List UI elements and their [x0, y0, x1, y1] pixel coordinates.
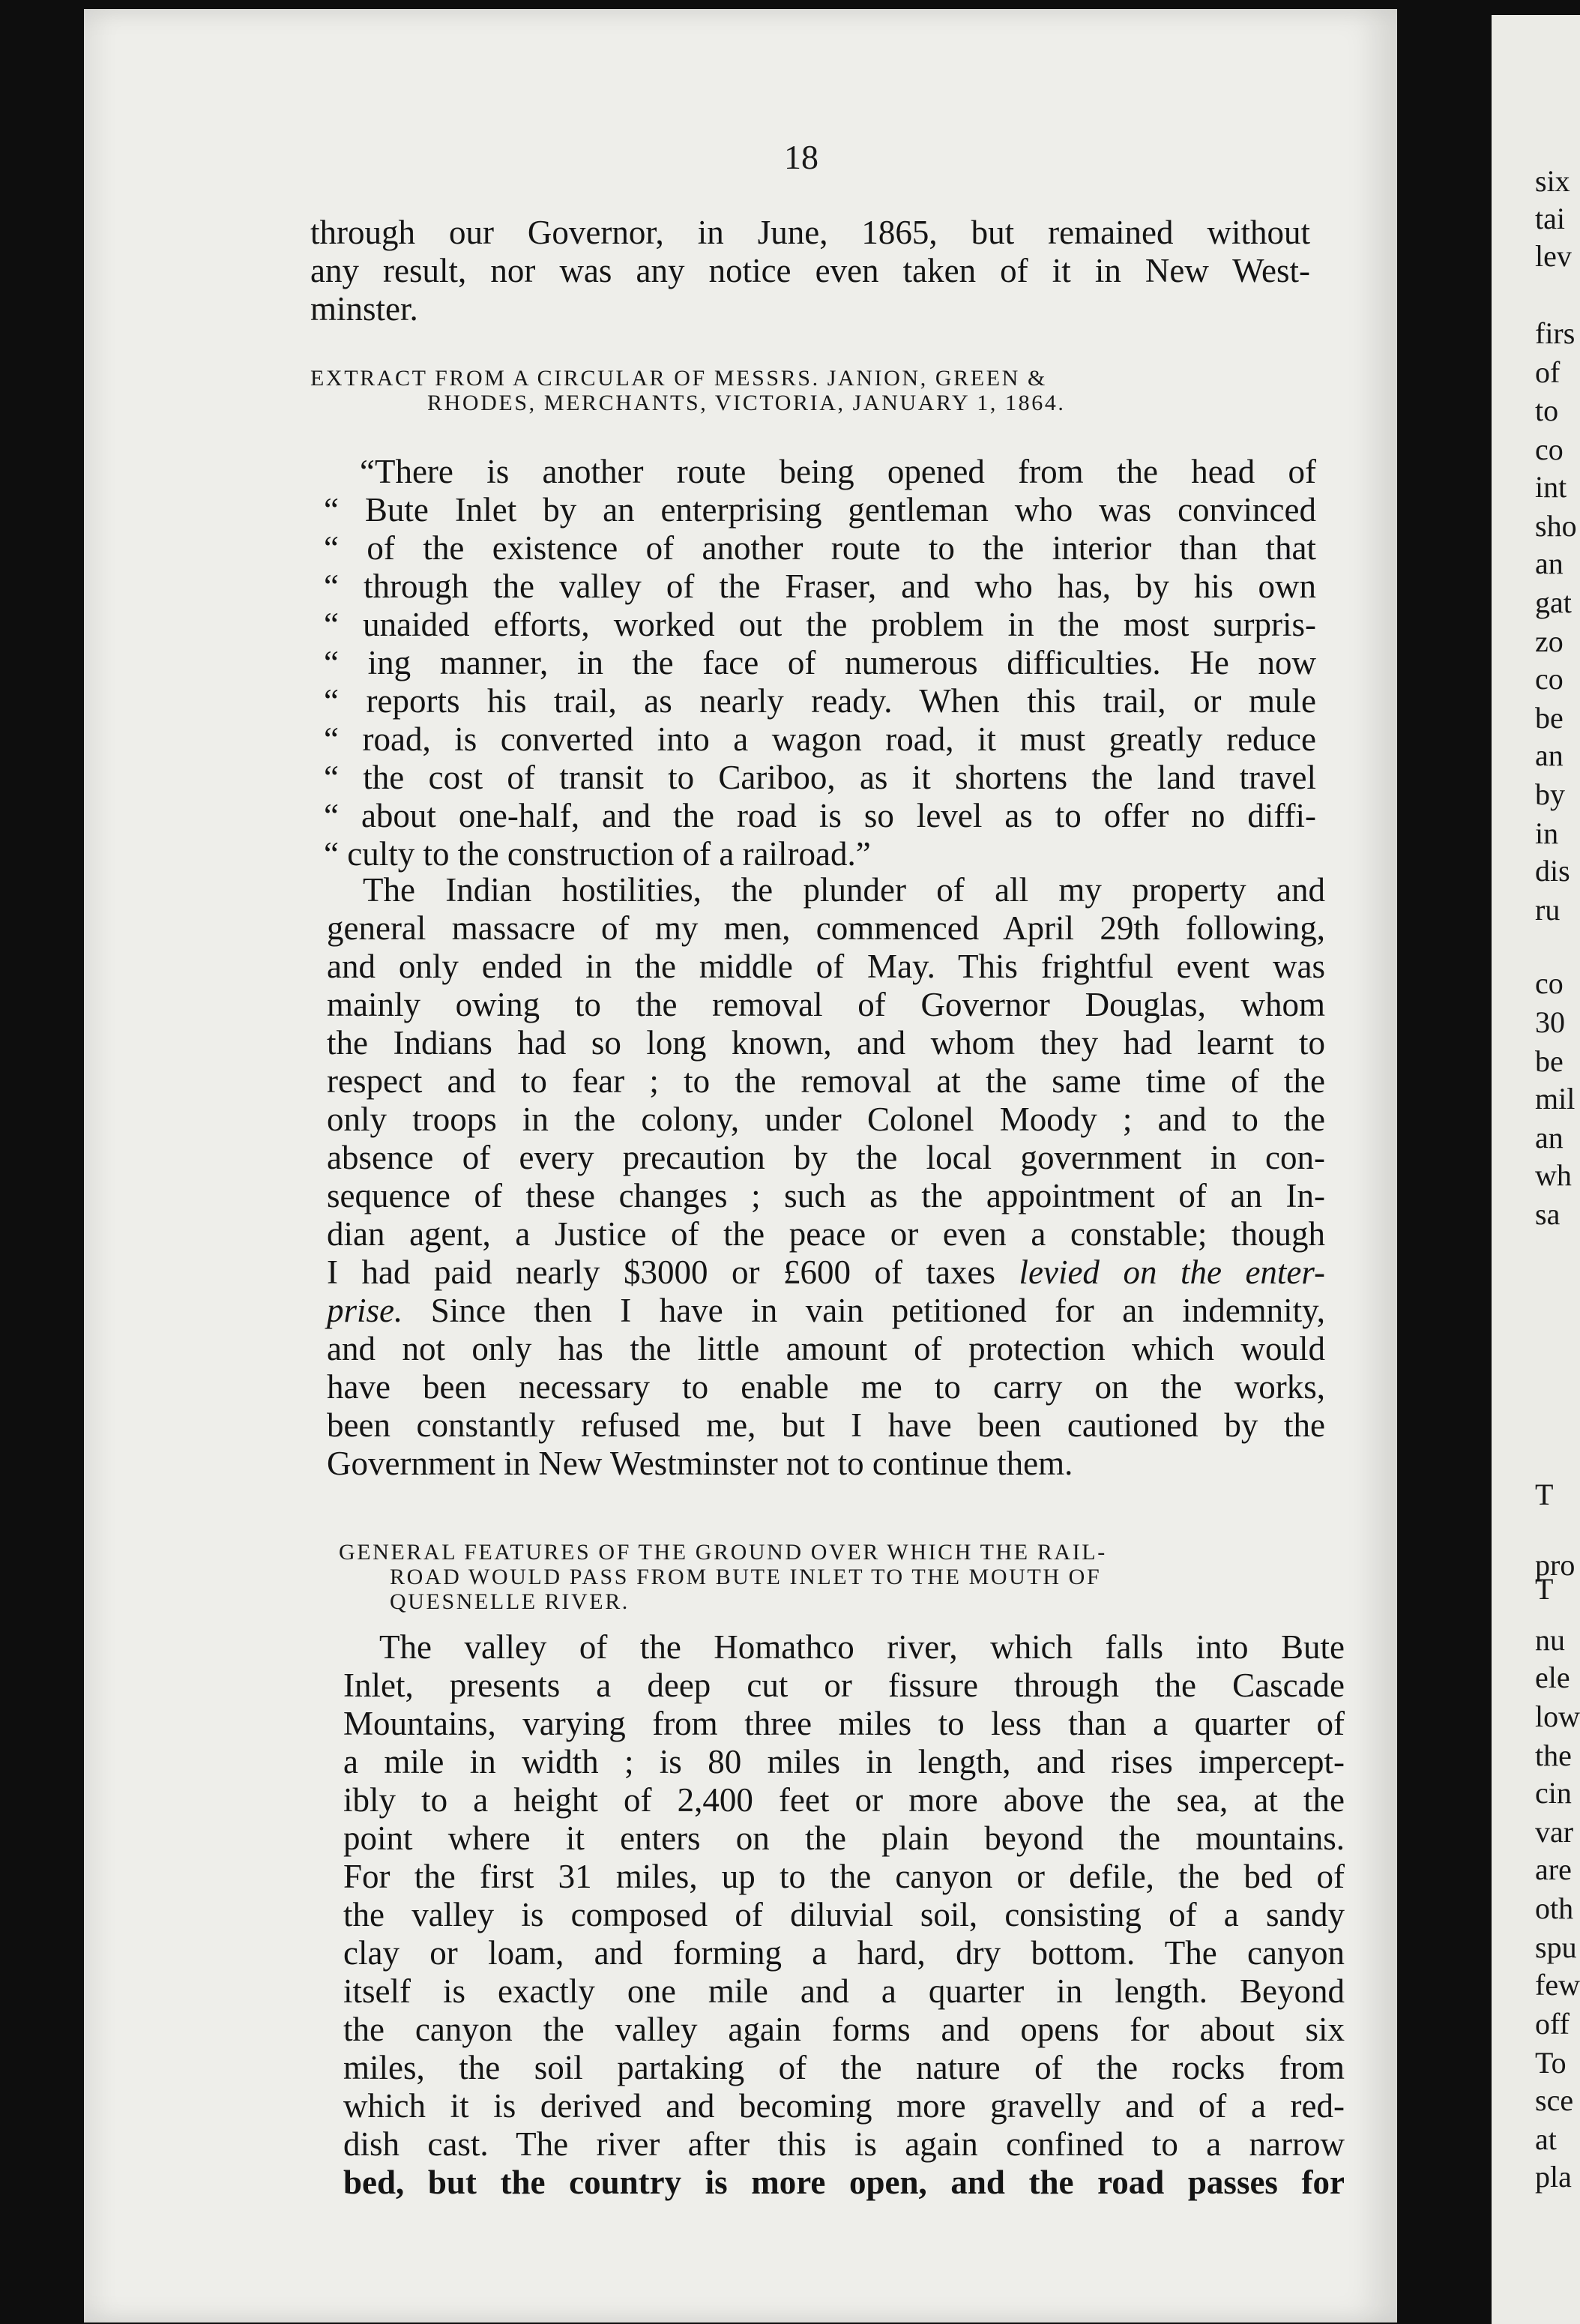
text-line: and only ended in the middle of May. This frightful event was — [327, 948, 1325, 985]
text-line: Inlet, presents a deep cut or fissure through the Cascade — [343, 1667, 1345, 1704]
heading-line: GENERAL FEATURES OF THE GROUND OVER WHICH THE RAIL- — [339, 1540, 1107, 1565]
facing-page-fragment: dis — [1535, 854, 1570, 888]
text-line: mainly owing to the removal of Governor Douglas, whom — [327, 986, 1325, 1023]
facing-page-fragment: be — [1535, 1044, 1564, 1078]
facing-page-fragment: ele — [1535, 1661, 1570, 1694]
quote-line: “ road, is converted into a wagon road, it must greatly reduce — [324, 720, 1316, 758]
text-line: which it is derived and becoming more gravelly and of a red- — [343, 2087, 1345, 2125]
text-line: itself is exactly one mile and a quarter in length. Beyond — [343, 1972, 1345, 2010]
facing-page-fragment: lev — [1535, 239, 1572, 273]
facing-page-fragment: T — [1535, 1478, 1554, 1511]
quote-line: “There is another route being opened from the head of — [360, 453, 1316, 490]
facing-page-fragment: off — [1535, 2007, 1570, 2041]
quote-line: “ through the valley of the Fraser, and who has, by his own — [324, 568, 1316, 605]
text-line: Government in New Westminster not to continue them. — [327, 1445, 1073, 1482]
text-line: any result, nor was any notice even taken of it in New West- — [310, 252, 1310, 289]
text-line: the valley is composed of diluvial soil, consisting of a sandy — [343, 1896, 1345, 1933]
facing-page-fragment: T — [1535, 1572, 1554, 1606]
facing-page-fragment: by — [1535, 777, 1565, 811]
text-line: ibly to a height of 2,400 feet or more above the sea, at the — [343, 1781, 1345, 1819]
heading-line: QUESNELLE RIVER. — [390, 1589, 630, 1614]
facing-page-fragment: pro — [1535, 1548, 1576, 1582]
text-line: respect and to fear ; to the removal at the same time of the — [327, 1062, 1325, 1100]
text-line: clay or loam, and forming a hard, dry bottom. The canyon — [343, 1934, 1345, 1972]
heading-line: EXTRACT FROM A CIRCULAR OF MESSRS. JANION, GREEN & — [310, 366, 1047, 391]
facing-page-fragment: ru — [1535, 893, 1561, 927]
quote-line: “ unaided efforts, worked out the problem in the most surpris- — [324, 606, 1316, 643]
facing-page-fragment: of — [1535, 355, 1561, 389]
facing-page-fragment: oth — [1535, 1891, 1574, 1925]
text-line: general massacre of my men, commenced April 29th following, — [327, 909, 1325, 947]
facing-page-fragment: tai — [1535, 202, 1565, 235]
facing-page-fragment: spu — [1535, 1930, 1577, 1964]
intro-paragraph — [310, 214, 1310, 328]
text-line — [327, 1253, 1325, 1292]
facing-page-fragment: pla — [1535, 2160, 1572, 2194]
text-line: only troops in the colony, under Colonel Moody ; and to the — [327, 1101, 1325, 1138]
text-line: the canyon the valley again forms and opens for about six — [343, 2011, 1345, 2048]
facing-page-fragment: are — [1535, 1852, 1572, 1886]
facing-page-fragment: the — [1535, 1739, 1572, 1772]
text-line: absence of every precaution by the local government in con- — [327, 1139, 1325, 1176]
italic-phrase: prise. — [327, 1292, 403, 1329]
facing-page-fragment: nu — [1535, 1623, 1565, 1657]
facing-page-fragment: zo — [1535, 624, 1564, 658]
facing-page-fragment: gat — [1535, 585, 1572, 619]
text-line: the Indians had so long known, and whom they had learnt to — [327, 1024, 1325, 1062]
facing-page-fragment: an — [1535, 1121, 1564, 1155]
text-line: and not only has the little amount of protection which would — [327, 1330, 1325, 1367]
facing-page-fragment: co — [1535, 966, 1564, 1000]
hostilities-paragraph — [327, 871, 1325, 1483]
valley-paragraph — [343, 1628, 1345, 2202]
circular-quote — [324, 453, 1316, 873]
facing-page-fragment: int — [1535, 470, 1567, 504]
facing-page-fragment: at — [1535, 2122, 1557, 2156]
quote-line: “ ing manner, in the face of numerous difficulties. He now — [324, 644, 1316, 681]
quote-line: “ Bute Inlet by an enterprising gentleman who was convinced — [324, 491, 1316, 529]
facing-page-fragment: in — [1535, 816, 1559, 850]
text-line: Mountains, varying from three miles to less than a quarter of — [343, 1705, 1345, 1742]
facing-page-fragment: To — [1535, 2046, 1567, 2080]
facing-page-fragment: var — [1535, 1815, 1574, 1849]
facing-page-fragment: low — [1535, 1700, 1580, 1733]
facing-page-fragment: be — [1535, 701, 1564, 735]
text-line: miles, the soil partaking of the nature of the rocks from — [343, 2049, 1345, 2086]
facing-page-fragment: wh — [1535, 1158, 1572, 1192]
facing-page-fragment: co — [1535, 662, 1564, 696]
facing-page-fragment: few — [1535, 1968, 1580, 2002]
text-fragment: Since then I have in vain petitioned for an indemnity, — [430, 1292, 1326, 1329]
facing-page-fragment: six — [1535, 164, 1570, 198]
facing-page-fragment: sa — [1535, 1197, 1561, 1231]
features-heading — [339, 1540, 1107, 1614]
page-number: 18 — [784, 138, 818, 176]
facing-page-fragment: to — [1535, 394, 1559, 427]
heading-line: ROAD WOULD PASS FROM BUTE INLET TO THE MOUTH OF — [390, 1565, 1102, 1589]
text-line: a mile in width ; is 80 miles in length, and rises impercept- — [343, 1743, 1345, 1780]
text-line: For the first 31 miles, up to the canyon or defile, the bed of — [343, 1858, 1345, 1895]
quote-line: “ of the existence of another route to the interior than that — [324, 529, 1316, 567]
text-line: sequence of these changes ; such as the appointment of an In- — [327, 1177, 1325, 1214]
facing-page-fragment: an — [1535, 738, 1564, 772]
quote-line: “ reports his trail, as nearly ready. When this trail, or mule — [324, 682, 1316, 720]
text-line: point where it enters on the plain beyond the mountains. — [343, 1819, 1345, 1857]
facing-page-fragment: mil — [1535, 1082, 1576, 1116]
text-line — [327, 1292, 1325, 1330]
italic-phrase: levied on the enter- — [1019, 1253, 1326, 1291]
facing-page-fragment: cin — [1535, 1776, 1572, 1810]
text-fragment: I had paid nearly $3000 or £600 of taxes — [327, 1253, 995, 1291]
quote-line: “ the cost of transit to Cariboo, as it shortens the land travel — [324, 759, 1316, 796]
facing-page-fragment: firs — [1535, 316, 1576, 350]
quote-line: “ culty to the construction of a railroad.” — [324, 835, 871, 873]
text-line: The Indian hostilities, the plunder of all my property and — [363, 871, 1325, 909]
facing-page-fragment: an — [1535, 547, 1564, 580]
extract-heading — [310, 366, 1066, 415]
text-line: minster. — [310, 290, 418, 328]
quote-line: “ about one-half, and the road is so level as to offer no diffi- — [324, 797, 1316, 834]
text-line: bed, but the country is more open, and the road passes for — [343, 2164, 1345, 2201]
text-line: dian agent, a Justice of the peace or even a constable; though — [327, 1215, 1325, 1253]
facing-page-fragment: co — [1535, 433, 1564, 466]
text-line: have been necessary to enable me to carry on the works, — [327, 1368, 1325, 1406]
text-line: been constantly refused me, but I have been cautioned by the — [327, 1406, 1325, 1444]
text-line: The valley of the Homathco river, which falls into Bute — [379, 1628, 1345, 1666]
facing-page-fragment: 30 — [1535, 1005, 1565, 1039]
facing-page-edge — [1492, 15, 1580, 2324]
text-line: dish cast. The river after this is again confined to a narrow — [343, 2125, 1345, 2163]
heading-line: RHODES, MERCHANTS, VICTORIA, JANUARY 1, 1864. — [427, 391, 1066, 415]
facing-page-fragment: sho — [1535, 509, 1577, 543]
text-line: through our Governor, in June, 1865, but remained without — [310, 214, 1310, 251]
facing-page-fragment: sce — [1535, 2083, 1574, 2117]
